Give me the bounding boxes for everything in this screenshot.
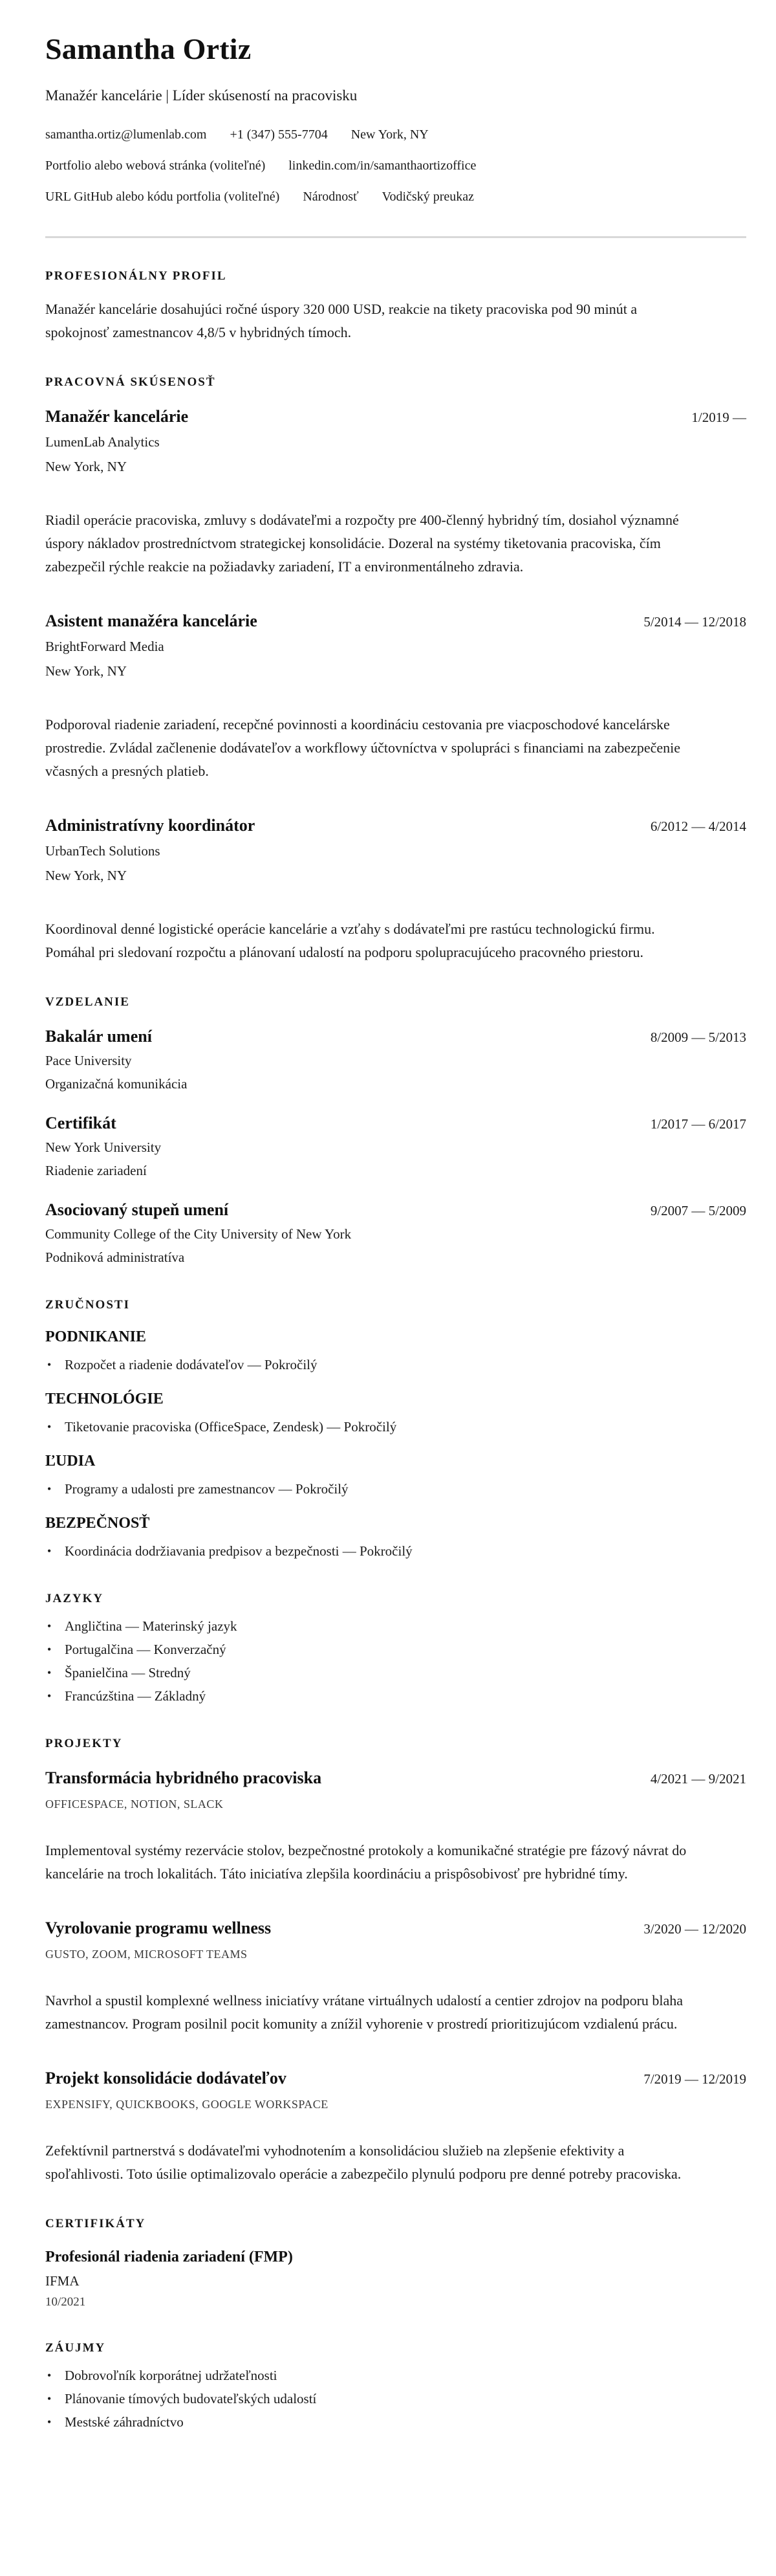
section-heading-interests: ZÁUJMY: [45, 2340, 106, 2355]
skill-category: [45, 1514, 746, 1561]
project-entry: [45, 1768, 746, 1886]
section-heading-projects: PROJEKTY: [45, 1736, 123, 1750]
field-of-study: Podniková administratíva: [45, 1249, 185, 1265]
skill-category-name: TECHNOLÓGIE: [45, 1390, 164, 1407]
skill-list: [45, 1417, 746, 1437]
education-entry: [45, 1113, 746, 1180]
section-heading-experience: PRACOVNÁ SKÚSENOSŤ: [45, 375, 216, 389]
skill-category-name: BEZPEČNOSŤ: [45, 1514, 150, 1532]
job-dates: 6/2012 — 4/2014: [650, 818, 746, 834]
language-list: [45, 1616, 746, 1706]
phone: +1 (347) 555-7704: [230, 127, 328, 142]
project-title: Projekt konsolidácie dodávateľov: [45, 2068, 286, 2087]
job-title: Administratívny koordinátor: [45, 815, 255, 835]
nationality-label: Národnosť: [303, 189, 359, 204]
job-description: Koordinoval denné logistické operácie kancelárie a vzťahy s dodávateľmi pre rastúcu technologickú firmu. Pomáhal pri sledovaní rozpočtu a plánovaní udalostí na podporu spolupracujúceho pracovného priestoru.: [45, 920, 655, 960]
project-entry: [45, 1918, 746, 2036]
project-title: Transformácia hybridného pracoviska: [45, 1768, 322, 1787]
job-title: Manažér kancelárie: [45, 406, 189, 426]
degree: Bakalár umení: [45, 1026, 152, 1046]
linkedin-url: linkedin.com/in/samanthaortizoffice: [288, 158, 477, 173]
school: Community College of the City University of New York: [45, 1226, 352, 1242]
skill-item: • Rozpočet a riadenie dodávateľov — Pokročilý: [45, 1355, 746, 1374]
certificate-entry: [45, 2248, 746, 2310]
section-heading-skills: ZRUČNOSTI: [45, 1297, 130, 1312]
project-dates: 7/2019 — 12/2019: [643, 2071, 746, 2087]
language-item: • Angličtina — Materinský jazyk: [45, 1616, 746, 1636]
section-skills: [45, 1298, 746, 1561]
section-heading-languages: JAZYKY: [45, 1591, 104, 1605]
section-heading-profile: PROFESIONÁLNY PROFIL: [45, 269, 227, 283]
education-title-row: [45, 1200, 746, 1220]
education-dates: 9/2007 — 5/2009: [650, 1202, 746, 1218]
education-title-row: [45, 1026, 746, 1047]
skill-list: [45, 1479, 746, 1499]
headline: Manažér kancelárie | Líder skúseností na pracovisku: [45, 87, 358, 104]
section-heading-certificates: CERTIFIKÁTY: [45, 2216, 146, 2230]
certificate-date: 10/2021: [45, 2295, 86, 2309]
field-of-study: Organizačná komunikácia: [45, 1075, 188, 1092]
field-of-study: Riadenie zariadení: [45, 1162, 147, 1178]
skill-item: • Koordinácia dodržiavania predpisov a bezpečnosti — Pokročilý: [45, 1541, 746, 1561]
email: samantha.ortiz@lumenlab.com: [45, 127, 207, 142]
job-dates: 1/2019 —: [691, 409, 746, 425]
skill-item: • Tiketovanie pracoviska (OfficeSpace, Zendesk) — Pokročilý: [45, 1417, 746, 1437]
skill-category: [45, 1328, 746, 1374]
job-company: BrightForward Media: [45, 638, 164, 654]
job-title-row: [45, 815, 746, 836]
section-profile: [45, 269, 746, 344]
interest-item: • Mestské záhradníctvo: [45, 2412, 746, 2432]
degree: Asociovaný stupeň umení: [45, 1200, 229, 1219]
profile-summary: Manažér kancelárie dosahujúci ročné úspory 320 000 USD, reakcie na tikety pracoviska pod 90 minút a spokojnosť zamestnancov 4,8/5 v hybridných tímoch.: [45, 300, 638, 340]
section-education: [45, 995, 746, 1267]
skill-category-name: ĽUDIA: [45, 1452, 96, 1470]
contact-row-1: [45, 125, 746, 144]
skill-item: • Programy a udalosti pre zamestnancov — Pokročilý: [45, 1479, 746, 1499]
github-placeholder: URL GitHub alebo kódu portfolia (voliteľné): [45, 189, 280, 204]
project-tools: EXPENSIFY, QUICKBOOKS, GOOGLE WORKSPACE: [45, 2097, 329, 2111]
school: Pace University: [45, 1052, 132, 1068]
job-description: Podporoval riadenie zariadení, recepčné povinnosti a koordináciu cestovania pre viacposchodové kancelárske prostredie. Zvládal začlenenie dodávateľov a workflowy účtovníctva v spolupráci s financiami na zabezpečenie včasných a presných platieb.: [45, 716, 681, 779]
project-entry: [45, 2068, 746, 2186]
header-divider: [45, 236, 746, 238]
skill-category: [45, 1452, 746, 1499]
skill-list: [45, 1355, 746, 1374]
project-description: Implementoval systémy rezervácie stolov, bezpečnostné protokoly a komunikačné stratégie pre fázový návrat do kancelárie na troch lokalitách. Táto iniciatíva zlepšila koordináciu a prispôsobivosť pre hybridné tímy.: [45, 1842, 687, 1882]
skill-list: [45, 1541, 746, 1561]
job-entry: [45, 815, 746, 964]
project-title-row: [45, 1768, 746, 1789]
section-interests: [45, 2341, 746, 2432]
job-title-row: [45, 406, 746, 427]
education-entry: [45, 1026, 746, 1094]
education-dates: 8/2009 — 5/2013: [650, 1029, 746, 1045]
education-title-row: [45, 1113, 746, 1134]
certificate-name: Profesionál riadenia zariadení (FMP): [45, 2248, 293, 2265]
skill-category-name: PODNIKANIE: [45, 1328, 147, 1345]
section-heading-education: VZDELANIE: [45, 995, 130, 1009]
project-description: Navrhol a spustil komplexné wellness iniciatívy vrátane virtuálnych udalostí a centier zdrojov na podporu blaha zamestnancov. Program posilnil pocit komunity a znížil vyhorenie v prostredí prioritizujúcom vzdialenú prácu.: [45, 1992, 684, 2032]
job-title-row: [45, 611, 746, 632]
project-dates: 3/2020 — 12/2020: [643, 1921, 746, 1937]
job-description: Riadil operácie pracoviska, zmluvy s dodávateľmi a rozpočty pre 400-členný hybridný tím, dosiahol významné úspory nákladov prostredníctvom strategickej konsolidácie. Dozeral na systémy tiketovania pracoviska, čím zabezpečil rýchle reakcie na požiadavky zariadení, IT a environmentálneho zdravia.: [45, 511, 679, 575]
job-company: LumenLab Analytics: [45, 434, 160, 450]
interest-item: • Plánovanie tímových budovateľských udalostí: [45, 2389, 746, 2408]
section-experience: [45, 375, 746, 964]
education-dates: 1/2017 — 6/2017: [650, 1116, 746, 1132]
project-title-row: [45, 1918, 746, 1939]
job-dates: 5/2014 — 12/2018: [643, 613, 746, 630]
resume-header: [45, 32, 746, 206]
job-location: New York, NY: [45, 458, 127, 474]
job-location: New York, NY: [45, 663, 127, 679]
language-item: • Španielčina — Stredný: [45, 1663, 746, 1682]
project-dates: 4/2021 — 9/2021: [650, 1770, 746, 1787]
job-entry: [45, 611, 746, 783]
skill-category: [45, 1390, 746, 1437]
language-item: • Francúzština — Základný: [45, 1686, 746, 1706]
project-tools: OFFICESPACE, NOTION, SLACK: [45, 1797, 224, 1811]
section-projects: [45, 1737, 746, 2186]
contact-row-3: [45, 187, 746, 206]
section-languages: [45, 1592, 746, 1706]
job-location: New York, NY: [45, 867, 127, 883]
degree: Certifikát: [45, 1113, 116, 1132]
job-company: UrbanTech Solutions: [45, 842, 160, 859]
portfolio-placeholder: Portfolio alebo webová stránka (voliteľné): [45, 158, 266, 173]
certificate-issuer: IFMA: [45, 2273, 80, 2289]
job-entry: [45, 406, 746, 578]
project-description: Zefektívnil partnerstvá s dodávateľmi vyhodnotením a konsolidáciou služieb na zlepšenie efektivity a spoľahlivosti. Toto úsilie optimalizovalo operácie a zabezpečilo plynulú podporu pre denné potreby pracoviska.: [45, 2142, 682, 2182]
drivers-license-label: Vodičský preukaz: [382, 189, 474, 204]
interest-list: [45, 2366, 746, 2432]
project-tools: GUSTO, ZOOM, MICROSOFT TEAMS: [45, 1947, 248, 1961]
education-entry: [45, 1200, 746, 1267]
project-title-row: [45, 2068, 746, 2089]
project-title: Vyrolovanie programu wellness: [45, 1918, 272, 1937]
person-name: Samantha Ortiz: [45, 32, 252, 65]
section-certificates: [45, 2217, 746, 2310]
contact-location: New York, NY: [350, 127, 429, 142]
school: New York University: [45, 1139, 162, 1155]
job-title: Asistent manažéra kancelárie: [45, 611, 257, 630]
contact-row-2: [45, 156, 746, 175]
interest-item: • Dobrovoľník korporátnej udržateľnosti: [45, 2366, 746, 2385]
language-item: • Portugalčina — Konverzačný: [45, 1640, 746, 1659]
